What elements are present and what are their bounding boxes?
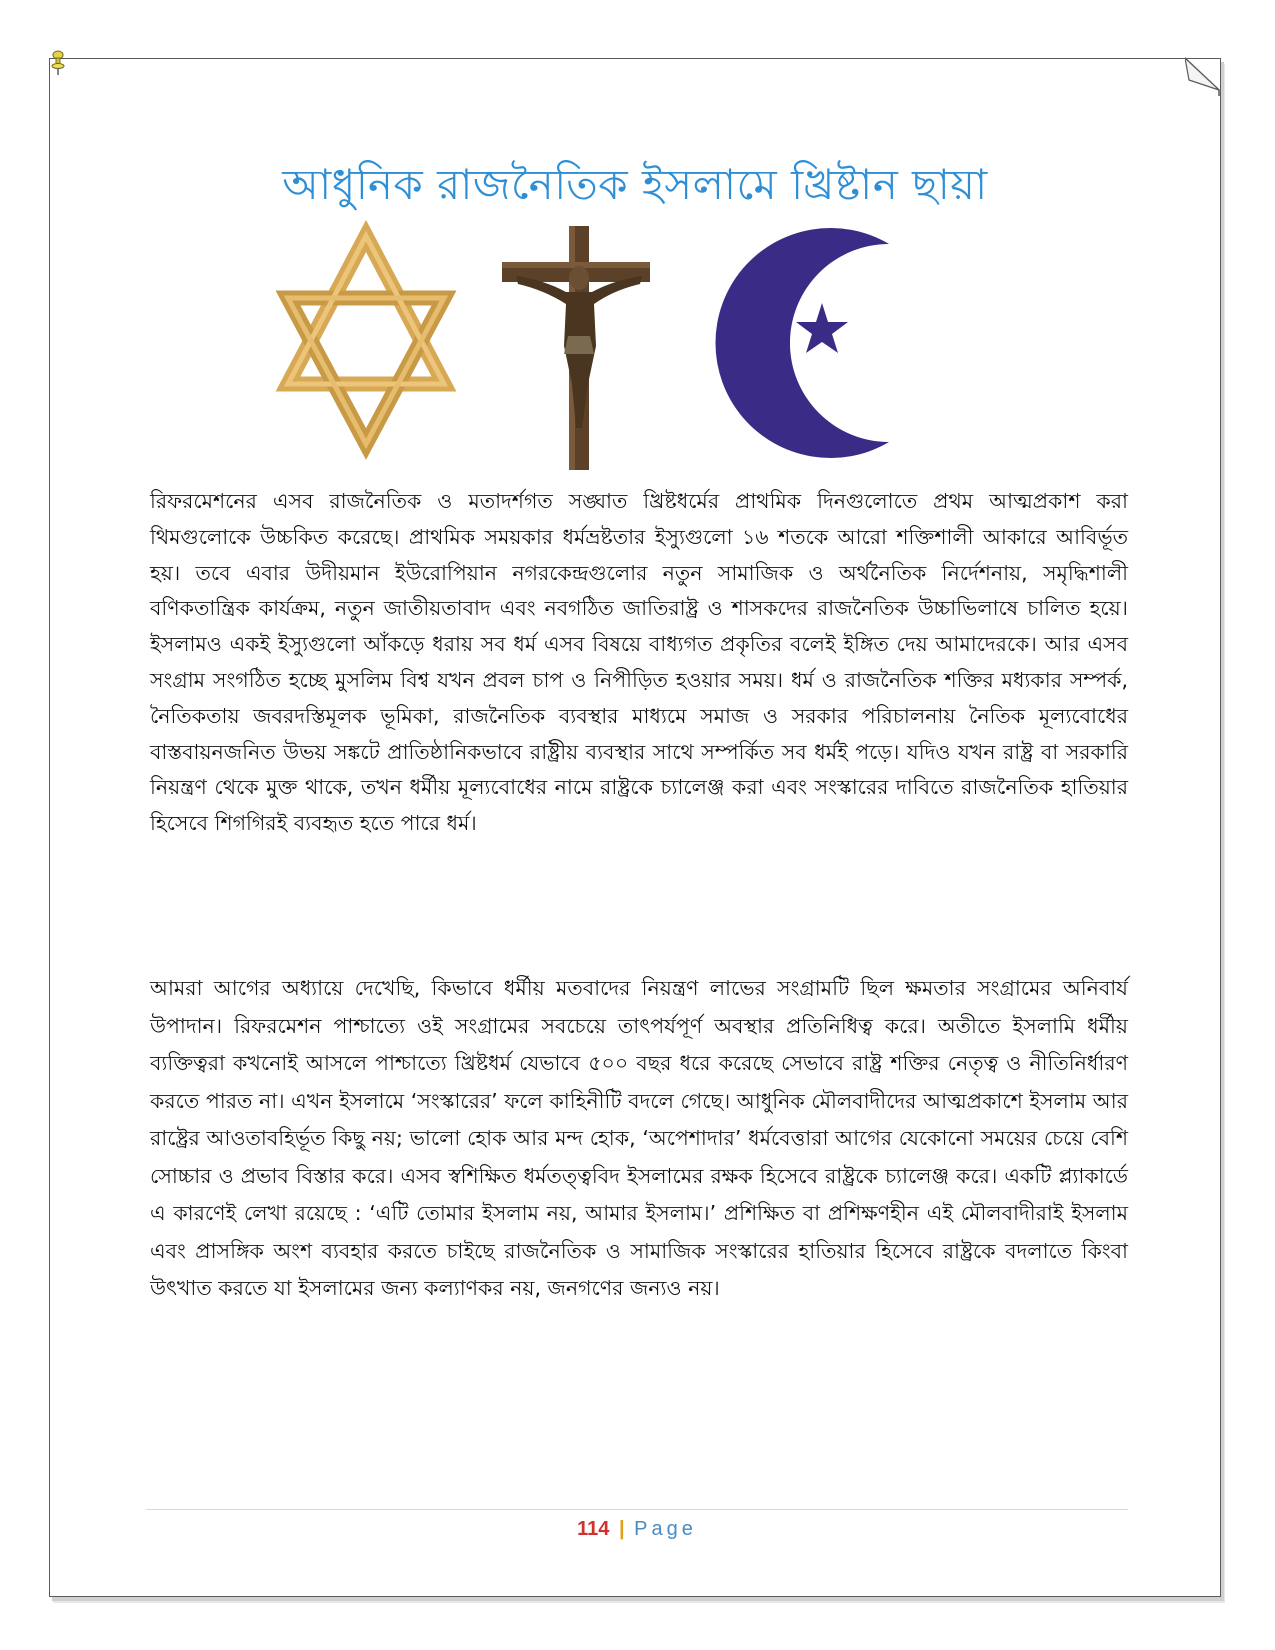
footer-divider	[146, 1509, 1128, 1510]
footer-separator: |	[618, 1518, 625, 1540]
page-title: আধুনিক রাজনৈতিক ইসলামে খ্রিষ্টান ছায়া	[282, 160, 988, 209]
page-footer	[146, 1518, 1128, 1541]
religious-symbols-image	[244, 218, 1024, 473]
body-paragraph-2: আমরা আগের অধ্যায়ে দেখেছি, কিভাবে ধর্মীয় মতবাদের নিয়ন্ত্রণ লাভের সংগ্রামটি ছিল ক্ষমতার সংগ্রামের অনিবার্য উপাদান। রিফরমেশন পাশ্চাত্যে ওই সংগ্রামের সবচেয়ে তাৎপর্যপূর্ণ অবস্থার প্রতিনিধিত্ব করে। অতীতে ইসলামি ধর্মীয় ব্যক্তিত্বরা কখনোই আসলে পাশ্চাত্যে খ্রিষ্টধর্ম যেভাবে ৫০০ বছর ধরে করেছে সেভাবে রাষ্ট্র শক্তির নেতৃত্ব ও নীতিনির্ধারণ করতে পারত না। এখন ইসলামে ‘সংস্কারের’ ফলে কাহিনীটি বদলে গেছে। আধুনিক মৌলবাদীদের আত্মপ্রকাশে ইসলাম আর রাষ্ট্রের আওতাবহির্ভূত কিছু নয়; ভালো হোক আর মন্দ হোক, ‘অপেশাদার’ ধর্মবেত্তারা আগের যেকোনো সময়ের চেয়ে বেশি সোচ্চার ও প্রভাব বিস্তার করে। এসব স্বশিক্ষিত ধর্মতত্ত্ববিদ ইসলামের রক্ষক হিসেবে রাষ্ট্রকে চ্যালেঞ্জ করে। একটি প্ল্যাকার্ডে এ কারণেই লেখা রয়েছে : ‘এটি তোমার ইসলাম নয়, আমার ইসলাম।’ প্রশিক্ষিত বা প্রশিক্ষণহীন এই মৌলবাদীরাই ইসলাম এবং প্রাসঙ্গিক অংশ ব্যবহার করতে চাইছে রাজনৈতিক ও সামাজিক সংস্কারের হাতিয়ার হিসেবে রাষ্ট্রকে বদলাতে কিংবা উৎখাত করতে যা ইসলামের জন্য কল্যাণকর নয়, জনগণের জন্যও নয়।	[150, 976, 1128, 1300]
pushpin-icon	[50, 50, 66, 76]
page-label: Page	[634, 1518, 697, 1540]
page-curl-icon	[1185, 56, 1225, 96]
page-number: 114	[577, 1518, 610, 1540]
body-paragraph-1: রিফরমেশনের এসব রাজনৈতিক ও মতাদর্শগত সঙ্ঘাত খ্রিষ্টধর্মের প্রাথমিক দিনগুলোতে প্রথম আত্মপ্রকাশ করা থিমগুলোকে উচ্চকিত করেছে। প্রাথমিক সময়কার ধর্মভ্রষ্টতার ইস্যুগুলো ১৬ শতকে আরো শক্তিশালী আকারে আবির্ভূত হয়। তবে এবার উদীয়মান ইউরোপিয়ান নগরকেন্দ্রগুলোর নতুন সামাজিক ও অর্থনৈতিক নির্দেশনায়, সমৃদ্ধিশালী বণিকতান্ত্রিক কার্যক্রম, নতুন জাতীয়তাবাদ এবং নবগঠিত জাতিরাষ্ট্র ও শাসকদের রাজনৈতিক উচ্চাভিলাষে চালিত হয়ে। ইসলামও একই ইস্যুগুলো আঁকড়ে ধরায় সব ধর্ম এসব বিষয়ে বাধ্যগত প্রকৃতির বলেই ইঙ্গিত দেয় আমাদেরকে। আর এসব সংগ্রাম সংগঠিত হচ্ছে মুসলিম বিশ্ব যখন প্রবল চাপ ও নিপীড়িত হওয়ার সময়। ধর্ম ও রাজনৈতিক শক্তির মধ্যকার সম্পর্ক, নৈতিকতায় জবরদস্তিমূলক ভূমিকা, রাজনৈতিক ব্যবস্থার মাধ্যমে সমাজ ও সরকার পরিচালনায় নৈতিক মূল্যবোধের বাস্তবায়নজনিত উভয় সঙ্কটে প্রাতিষ্ঠানিকভাবে রাষ্ট্রীয় ব্যবস্থার সাথে সম্পর্কিত সব ধর্মই পড়ে। যদিও যখন রাষ্ট্র বা সরকারি নিয়ন্ত্রণ থেকে মুক্ত থাকে, তখন ধর্মীয় মূল্যবোধের নামে রাষ্ট্রকে চ্যালেঞ্জ করা এবং সংস্কারের দাবিতে রাজনৈতিক হাতিয়ার হিসেবে শিগগিরই ব্যবহৃত হতে পারে ধর্ম।	[150, 489, 1128, 836]
